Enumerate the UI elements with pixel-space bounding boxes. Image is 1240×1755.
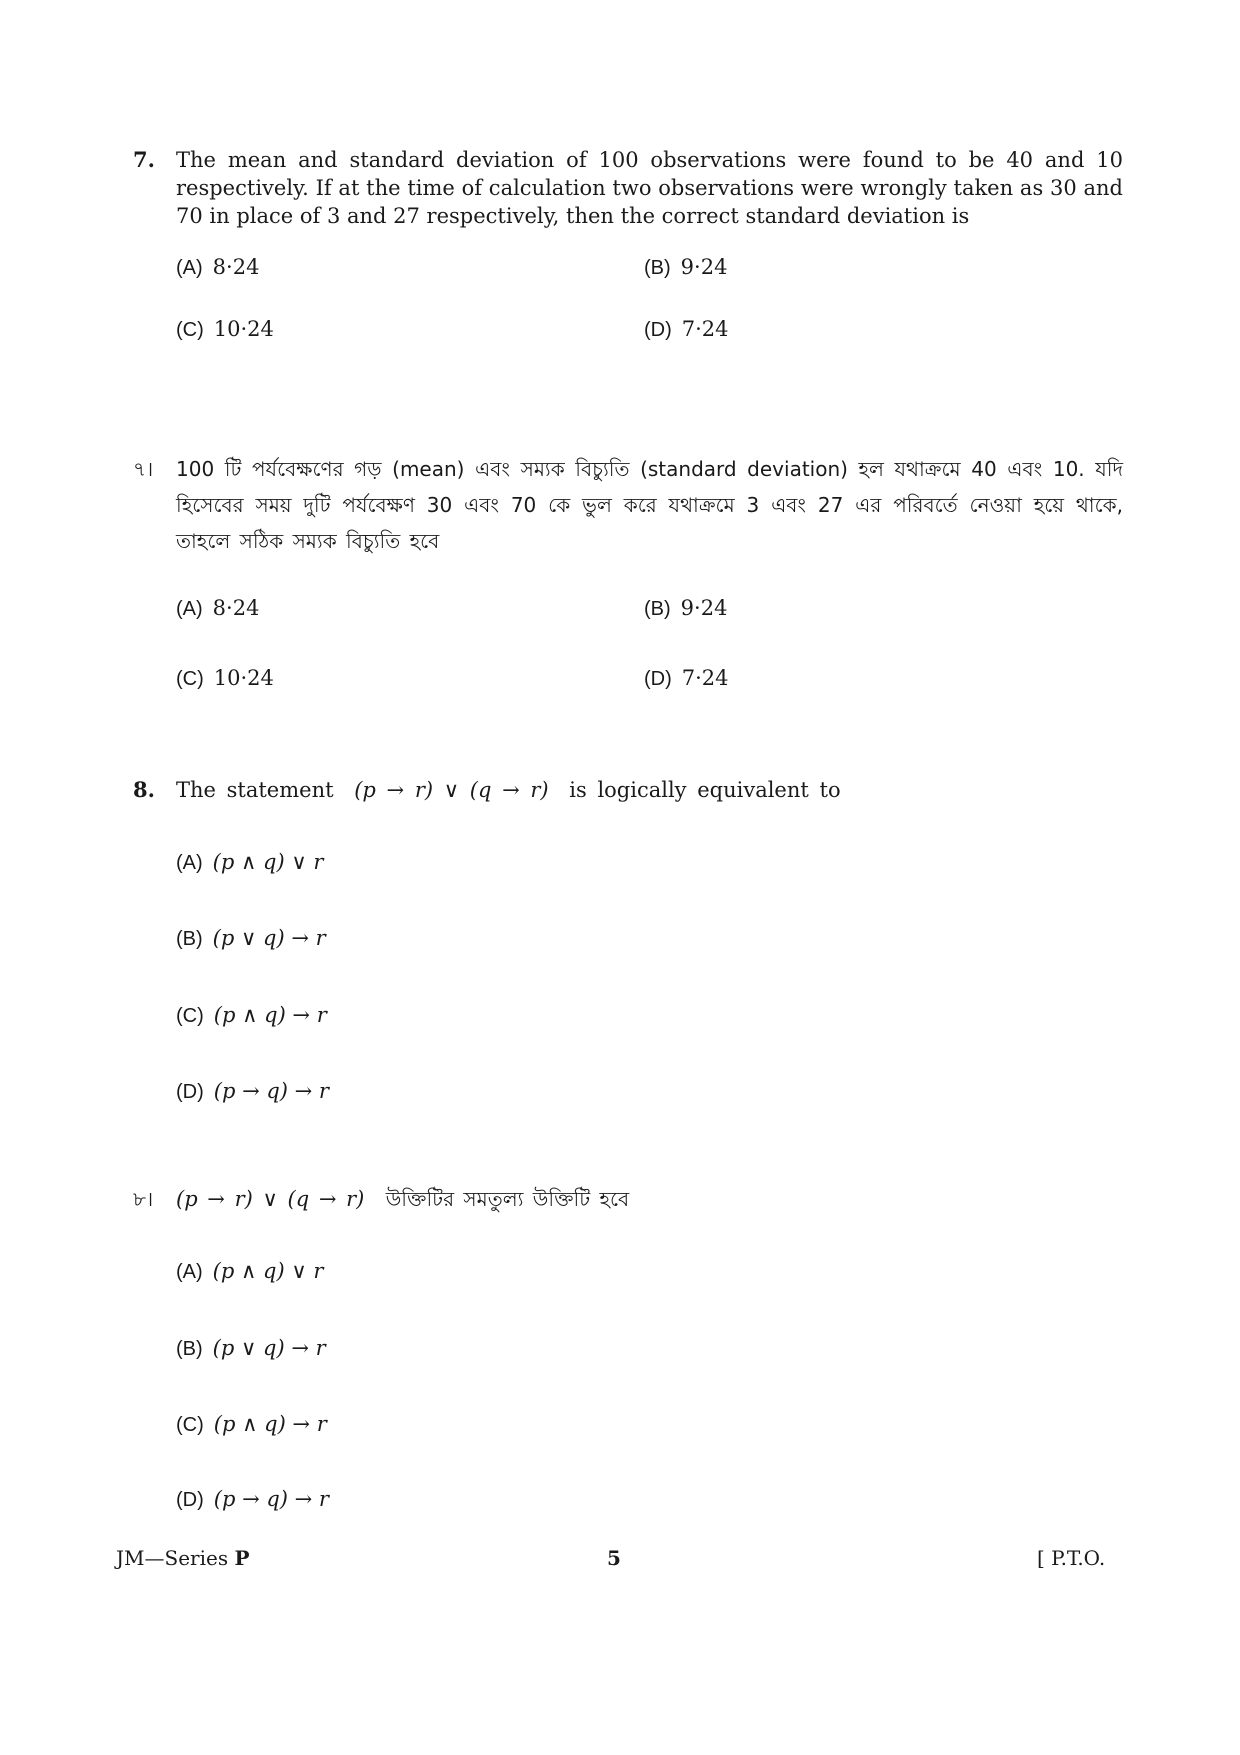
option-value: 10·24	[213, 317, 274, 341]
option-value: 7·24	[681, 666, 729, 690]
question-text: The mean and standard deviation of 100 observations were found to be 40 and 10 respectively. If at the time of calculation two observations were wrongly taken as 30 and 70 in place of 3 and 27 respectively, then the correct standard deviation is	[176, 148, 1123, 228]
option-label: (A)	[176, 598, 203, 620]
statement-prefix: The statement	[176, 778, 334, 802]
logic-expression: (p → r) ∨ (q → r)	[354, 778, 549, 802]
option-label: (B)	[176, 1338, 203, 1360]
question-number: ৭।	[133, 457, 154, 481]
option-a	[176, 594, 259, 623]
option-a	[176, 1257, 323, 1286]
option-label: (D)	[644, 319, 672, 341]
option-value: 9·24	[680, 596, 728, 620]
option-value: (p → q) → r	[213, 1487, 329, 1511]
option-label: (D)	[176, 1081, 204, 1103]
question-text	[176, 776, 1123, 804]
option-c	[176, 315, 274, 344]
option-label: (D)	[176, 1489, 204, 1511]
question-8	[133, 776, 1123, 806]
logic-expression: (p → r) ∨ (q → r)	[176, 1187, 365, 1211]
option-value: (p → q) → r	[213, 1079, 329, 1103]
statement-suffix: is logically equivalent to	[569, 778, 841, 802]
question-text: 100 টি পর্যবেক্ষণের গড় (mean) এবং সম্যক বিচ্যুতি (standard deviation) হল যথাক্রমে 40 এবং 10. যদি হিসেবের সময় দুটি পর্যবেক্ষণ 30 এবং 70 কে ভুল করে যথাক্রমে 3 এবং 27 এর পরিবর্তে নেওয়া হয়ে থাকে, তাহলে সঠিক সম্যক বিচ্যুতি হবে	[176, 457, 1123, 553]
question-number: 8.	[133, 777, 155, 802]
statement-suffix: উক্তিটির সমতুল্য উক্তিটি হবে	[385, 1187, 630, 1211]
question-7	[133, 146, 1123, 236]
option-value: 7·24	[681, 317, 729, 341]
option-value: (p ∧ q) ∨ r	[212, 1259, 324, 1283]
option-b	[644, 253, 727, 282]
series-prefix: JM—Series	[116, 1546, 229, 1570]
option-a	[176, 848, 323, 877]
option-label: (D)	[644, 668, 672, 690]
option-value: (p ∧ q) → r	[213, 1412, 327, 1436]
option-d	[644, 664, 729, 693]
series-letter: P	[234, 1546, 250, 1570]
option-label: (B)	[644, 598, 671, 620]
option-label: (A)	[176, 852, 203, 874]
option-b	[176, 1334, 326, 1363]
option-label: (A)	[176, 257, 203, 279]
option-value: (p ∨ q) → r	[212, 1336, 326, 1360]
question-number: ৮।	[133, 1187, 154, 1211]
option-a	[176, 253, 259, 282]
option-b	[644, 594, 727, 623]
option-value: 8·24	[212, 255, 260, 279]
pto-label: [ P.T.O.	[1037, 1546, 1106, 1570]
option-label: (B)	[176, 928, 203, 950]
option-label: (C)	[176, 319, 204, 341]
option-value: 8·24	[212, 596, 260, 620]
option-d	[176, 1077, 329, 1106]
option-c	[176, 664, 274, 693]
option-value: 10·24	[213, 666, 274, 690]
option-label: (A)	[176, 1261, 203, 1283]
option-value: (p ∨ q) → r	[212, 926, 326, 950]
question-text	[176, 1181, 1123, 1217]
option-d	[644, 315, 729, 344]
question-number: 7.	[133, 147, 155, 172]
option-c	[176, 1001, 327, 1030]
option-label: (C)	[176, 1414, 204, 1436]
option-value: (p ∧ q) → r	[213, 1003, 327, 1027]
option-value: (p ∧ q) ∨ r	[212, 850, 324, 874]
option-label: (C)	[176, 1005, 204, 1027]
option-d	[176, 1485, 329, 1514]
option-c	[176, 1410, 327, 1439]
option-b	[176, 924, 326, 953]
question-7-bengali	[133, 451, 1123, 563]
option-label: (B)	[644, 257, 671, 279]
series-label	[116, 1545, 250, 1571]
page-number: 5	[607, 1546, 621, 1570]
option-value: 9·24	[680, 255, 728, 279]
option-label: (C)	[176, 668, 204, 690]
question-8-bengali	[133, 1181, 1123, 1221]
